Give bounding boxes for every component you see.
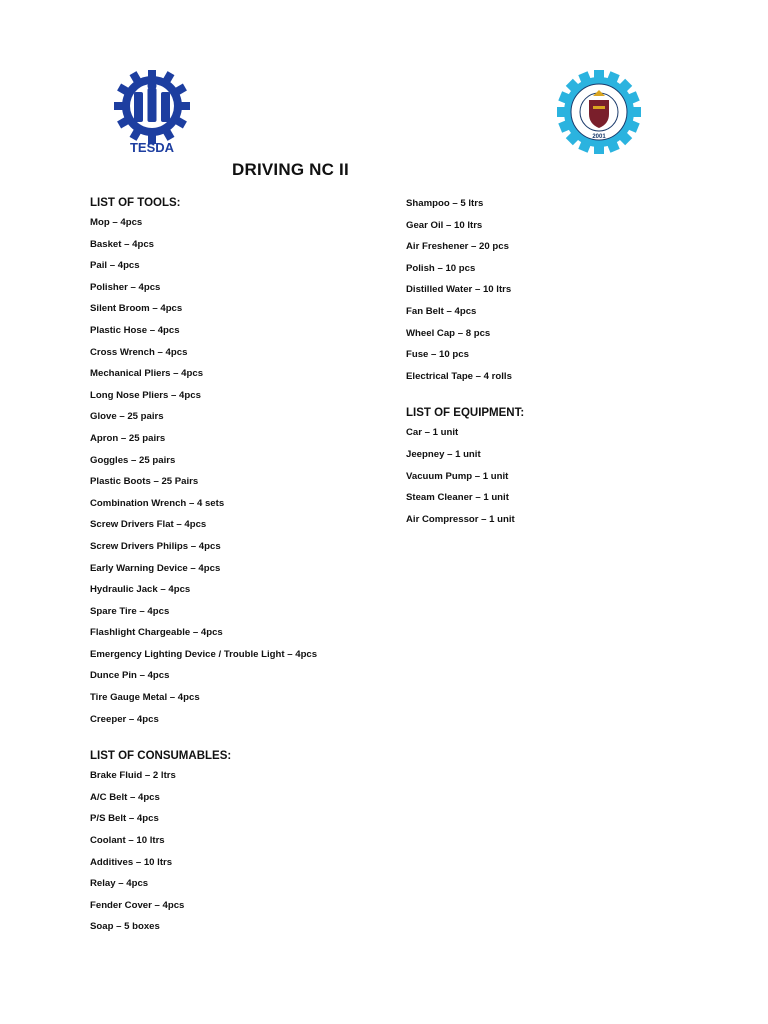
list-item: Jeepney – 1 unit: [406, 448, 481, 460]
list-item: A/C Belt – 4pcs: [90, 791, 160, 803]
list-item: Shampoo – 5 ltrs: [406, 198, 484, 209]
list-item: Tire Gauge Metal – 4pcs: [90, 692, 200, 704]
list-item: Additives – 10 ltrs: [90, 856, 173, 868]
list-item: Air Compressor – 1 unit: [406, 513, 515, 525]
list-item: Emergency Lighting Device / Trouble Light – 4pcs: [90, 648, 318, 660]
tools-heading: LIST OF TOOLS:: [90, 197, 181, 209]
list-item: Relay – 4pcs: [90, 878, 149, 890]
list-item: Cross Wrench – 4pcs: [90, 346, 188, 358]
list-item: Goggles – 25 pairs: [90, 454, 176, 466]
list-item: Creeper – 4pcs: [90, 713, 159, 725]
list-item: Glove – 25 pairs: [90, 411, 164, 423]
list-item: Soap – 5 boxes: [90, 921, 160, 933]
list-item: Coolant – 10 ltrs: [90, 835, 165, 847]
list-item: Polisher – 4pcs: [90, 281, 161, 293]
list-item: Long Nose Pliers – 4pcs: [90, 389, 201, 401]
msu-year: 2001: [592, 134, 606, 140]
page-title: DRIVING NC II: [232, 160, 349, 179]
list-item: Plastic Boots – 25 Pairs: [90, 476, 199, 488]
list-item: Air Freshener – 20 pcs: [406, 241, 509, 253]
list-item: Gear Oil – 10 ltrs: [406, 219, 483, 231]
list-item: Screw Drivers Flat – 4pcs: [90, 519, 207, 531]
consumables-heading: LIST OF CONSUMABLES:: [90, 750, 232, 763]
list-item: Car – 1 unit: [406, 427, 459, 439]
list-item: P/S Belt – 4pcs: [90, 813, 159, 825]
list-item: Distilled Water – 10 ltrs: [406, 284, 512, 296]
list-item: Fuse – 10 pcs: [406, 349, 469, 361]
list-item: Mechanical Pliers – 4pcs: [90, 368, 204, 380]
equipment-list: [406, 427, 736, 535]
msu-logo: [526, 70, 672, 154]
consumables-list-continued: [406, 198, 736, 392]
list-item: Spare Tire – 4pcs: [90, 605, 170, 617]
list-item: Flashlight Chargeable – 4pcs: [90, 627, 223, 639]
left-column: [90, 196, 390, 943]
right-column: [406, 198, 736, 535]
list-item: Mop – 4pcs: [90, 217, 143, 228]
list-item: Plastic Hose – 4pcs: [90, 324, 180, 336]
list-item: Fan Belt – 4pcs: [406, 305, 477, 317]
list-item: Pail – 4pcs: [90, 260, 140, 272]
list-item: Electrical Tape – 4 rolls: [406, 370, 512, 382]
list-item: Fender Cover – 4pcs: [90, 899, 185, 911]
list-item: Steam Cleaner – 1 unit: [406, 492, 509, 504]
list-item: Dunce Pin – 4pcs: [90, 670, 170, 682]
consumables-list: [90, 770, 390, 943]
list-item: Hydraulic Jack – 4pcs: [90, 584, 191, 596]
tesda-logo-text: TESDA: [129, 140, 175, 155]
list-item: Brake Fluid – 2 ltrs: [90, 770, 176, 782]
list-item: Apron – 25 pairs: [90, 432, 166, 444]
tools-list: [90, 217, 390, 735]
list-item: Wheel Cap – 8 pcs: [406, 327, 491, 339]
list-item: Vacuum Pump – 1 unit: [406, 470, 509, 482]
list-item: Basket – 4pcs: [90, 238, 154, 250]
equipment-heading: LIST OF EQUIPMENT:: [406, 407, 525, 420]
tesda-logo: [88, 70, 218, 156]
list-item: Polish – 10 pcs: [406, 262, 476, 274]
list-item: Early Warning Device – 4pcs: [90, 562, 221, 574]
list-item: Screw Drivers Philips – 4pcs: [90, 540, 221, 552]
list-item: Combination Wrench – 4 sets: [90, 497, 225, 509]
list-item: Silent Broom – 4pcs: [90, 303, 183, 315]
